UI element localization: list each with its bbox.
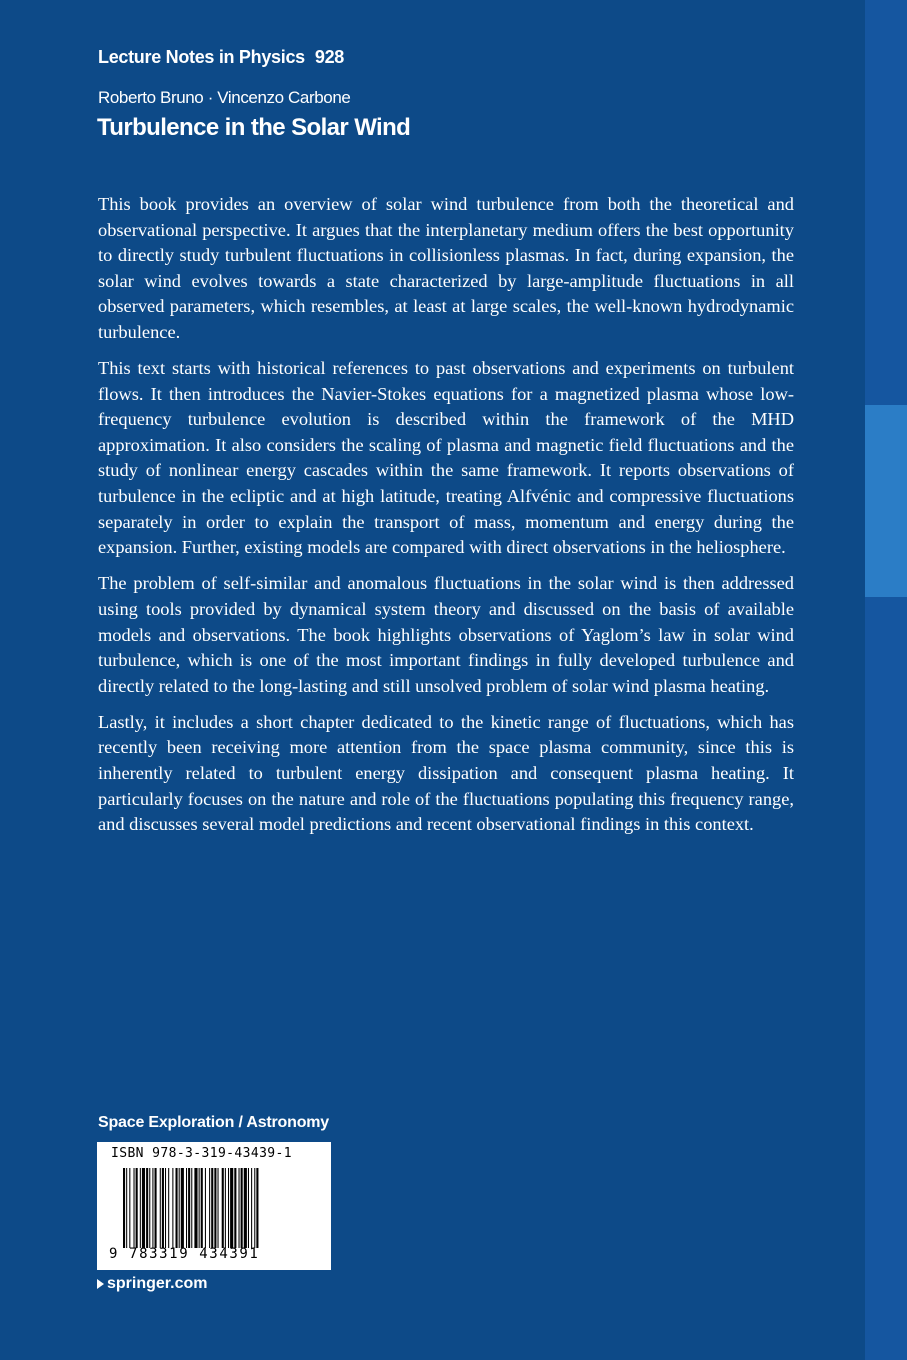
authors: Roberto Bruno · Vincenzo Carbone xyxy=(98,88,351,107)
blurb-paragraph: The problem of self-similar and anomalous fluctuations in the solar wind is then addressed using tools provided by dynamical system theory and discussed on the basis of available models and observations. The book highlights observations of Yaglom’s law in solar wind turbulence, which is one of the most important findings in fully developed turbulence and directly related to the long-lasting and still unsolved problem of solar wind plasma heating. xyxy=(98,573,794,696)
book-title: Turbulence in the Solar Wind xyxy=(97,114,411,141)
isbn-label: ISBN 978-3-319-43439-1 xyxy=(111,1146,292,1161)
series-number: 928 xyxy=(314,47,345,67)
series-line xyxy=(98,47,344,68)
publisher-label: springer.com xyxy=(107,1275,208,1292)
series-name: Lecture Notes in Physics xyxy=(98,47,305,67)
arrow-right-icon xyxy=(97,1279,104,1289)
blurb xyxy=(98,192,794,848)
barcode-icon xyxy=(123,1168,317,1248)
publisher-link[interactable] xyxy=(97,1275,207,1293)
blurb-paragraph: This text starts with historical references to past observations and experiments on turbulent flows. It then introduces the Navier-Stokes equations for a magnetized plasma whose low-frequency turbulence evolution is described within the framework of the MHD approximation. It also considers the scaling of plasma and magnetic field fluctuations and the study of nonlinear energy cascades within the same framework. It reports observations of turbulence in the ecliptic and at high latitude, treating Alfvénic and compressive fluctuations separately in order to explain the transport of mass, momentum and energy during the expansion. Further, existing models are compared with direct observations in the heliosphere. xyxy=(98,358,794,558)
blurb-paragraph: This book provides an overview of solar wind turbulence from both the theoretical and observational perspective. It argues that the interplanetary medium offers the best opportunity to directly study turbulent fluctuations in collisionless plasmas. In fact, during expansion, the solar wind evolves towards a state characterized by large-amplitude fluctuations in all observed parameters, which resembles, at least at large scales, the well-known hydrodynamic turbulence. xyxy=(98,194,794,342)
spine-accent xyxy=(865,405,907,597)
subject-category: Space Exploration / Astronomy xyxy=(98,1114,329,1131)
spine-stripe xyxy=(865,0,907,1360)
isbn-barcode xyxy=(97,1142,331,1270)
blurb-paragraph: Lastly, it includes a short chapter dedicated to the kinetic range of fluctuations, which has recently been receiving more attention from the space plasma community, since this is inherently related to turbulent energy dissipation and consequent plasma heating. It particularly focuses on the nature and role of the fluctuations populating this frequency range, and discusses several model predictions and recent observational findings in this context. xyxy=(98,711,794,835)
ean-digits: 9 783319 434391 xyxy=(109,1246,260,1262)
